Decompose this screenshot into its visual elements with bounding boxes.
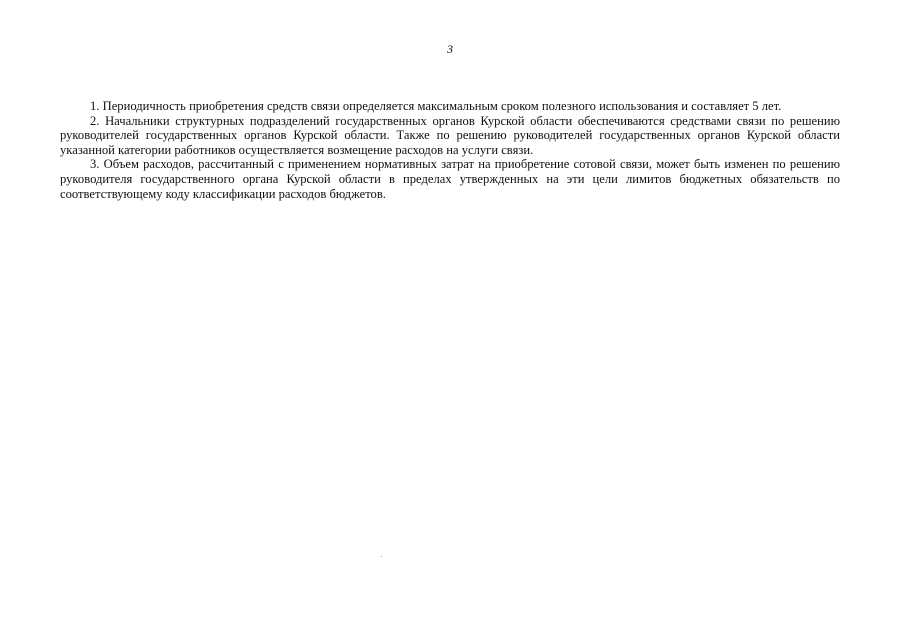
paragraph-1: 1. Периодичность приобретения средств связи определяется максимальным сроком полезного использования и составляет 5 лет. <box>90 99 782 113</box>
scan-speck <box>381 556 382 557</box>
paragraph-3: 3. Объем расходов, рассчитанный с применением нормативных затрат на приобретение сотовой связи, может быть изменен по решению руководителя государственного органа Курской области в пределах утвержденных на эти цели лимитов бюджетных обязательств по соответствующему коду классификации расходов бюджетов. <box>60 157 840 201</box>
page-number: 3 <box>447 42 453 56</box>
paragraph-2: 2. Начальники структурных подразделений государственных органов Курской области обеспечиваются средствами связи по решению руководителей государственных органов Курской области. Также по решению руководителей государственных органов Курской области указанной категории работников осуществляется возмещение расходов на услуги связи. <box>60 113 840 157</box>
document-body <box>60 99 840 201</box>
